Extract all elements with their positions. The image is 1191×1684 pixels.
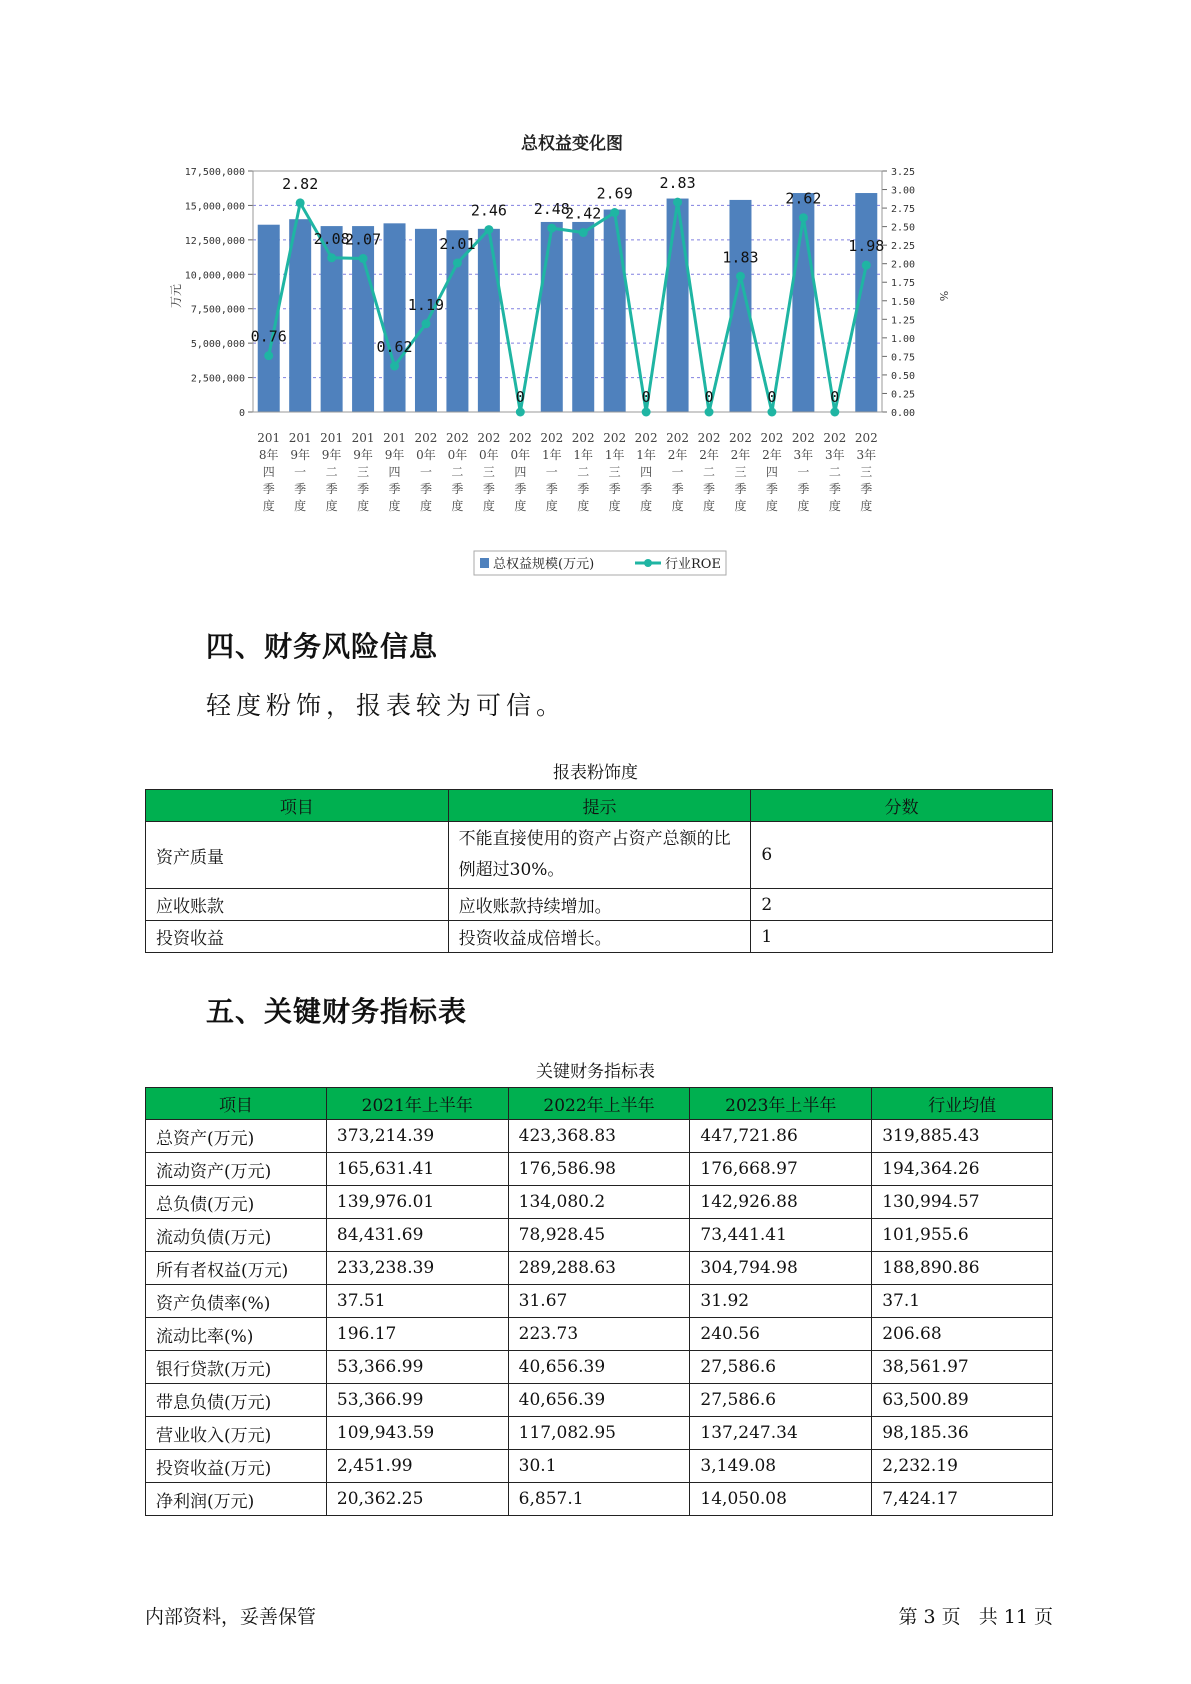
kpi-item: 净利润(万元): [146, 1483, 327, 1516]
roe-point: [767, 408, 776, 417]
kpi-item: 所有者权益(万元): [146, 1252, 327, 1285]
table-row: [146, 1219, 1053, 1252]
kpi-value-2022h1: 40,656.39: [508, 1384, 690, 1417]
kpi-value-2021h1: 53,366.99: [326, 1351, 508, 1384]
table-row: [146, 1120, 1053, 1153]
kpi-header-item: 项目: [146, 1088, 327, 1120]
table-row: [146, 1384, 1053, 1417]
risk-table-caption: 报表粉饰度: [553, 763, 638, 783]
kpi-item: 总资产(万元): [146, 1120, 327, 1153]
roe-point: [736, 272, 745, 281]
kpi-value-2021h1: 196.17: [326, 1318, 508, 1351]
kpi-value-2022h1: 176,586.98: [508, 1153, 690, 1186]
roe-point: [327, 253, 336, 262]
equity-bar: [446, 230, 468, 412]
x-tick-label: 202 1年一季度: [540, 431, 564, 513]
y-tick-label: 7,500,000: [190, 304, 245, 316]
roe-data-label: 0: [767, 388, 777, 406]
kpi-value-2023h1: 31.92: [690, 1285, 872, 1318]
kpi-value-2023h1: 27,586.6: [690, 1351, 872, 1384]
roe-data-label: 2.83: [659, 174, 696, 193]
chart-title: 总权益变化图: [521, 134, 623, 154]
risk-item: 投资收益: [146, 921, 449, 953]
y-tick-label: 10,000,000: [184, 270, 245, 282]
section5-heading: 五、关键财务指标表: [206, 995, 468, 1028]
roe-point: [390, 362, 399, 371]
x-tick-label: 202 0年四季度: [508, 431, 532, 513]
x-tick-label: 202 0年三季度: [477, 431, 501, 513]
equity-bar: [667, 199, 689, 412]
table-row: [146, 1351, 1053, 1384]
y-tick-label: 17,500,000: [184, 167, 245, 178]
risk-score: 6: [751, 822, 1053, 889]
kpi-value-2023h1: 176,668.97: [690, 1153, 872, 1186]
roe-data-label: 2.82: [282, 174, 319, 193]
kpi-value-2022h1: 423,368.83: [508, 1120, 690, 1153]
kpi-value-2021h1: 37.51: [326, 1285, 508, 1318]
x-tick-label: 202 1年二季度: [571, 431, 595, 513]
kpi-value-2021h1: 139,976.01: [326, 1186, 508, 1219]
equity-bar: [572, 222, 594, 412]
risk-hint: 投资收益成倍增长。: [448, 921, 751, 953]
kpi-value-2023h1: 142,926.88: [690, 1186, 872, 1219]
x-tick-label: 201 9年三季度: [351, 431, 375, 513]
roe-data-label: 0: [830, 388, 840, 406]
roe-data-label: 2.07: [345, 230, 382, 249]
y2-tick-label: 1.00: [891, 333, 916, 345]
equity-bar: [352, 226, 374, 412]
y2-tick-label: 2.00: [891, 259, 916, 271]
roe-data-label: 0: [704, 388, 714, 406]
y2-tick-label: 2.25: [891, 241, 916, 253]
kpi-value-2021h1: 109,943.59: [326, 1417, 508, 1450]
x-tick-label: 201 9年四季度: [383, 431, 406, 513]
risk-item: 应收账款: [146, 889, 449, 921]
kpi-value-2022h1: 78,928.45: [508, 1219, 690, 1252]
table-row: [146, 1252, 1053, 1285]
kpi-table-body: [146, 1120, 1053, 1516]
kpi-header-2021h1: 2021年上半年: [326, 1088, 508, 1120]
y2-tick-label: 0.75: [891, 352, 916, 364]
roe-point: [547, 224, 556, 233]
legend-bar-swatch: [480, 558, 489, 568]
kpi-value-industry-avg: 2,232.19: [872, 1450, 1053, 1483]
y-tick-label: 15,000,000: [184, 201, 245, 213]
x-tick-label: 202 2年一季度: [666, 431, 690, 513]
risk-hint: 不能直接使用的资产占资产总额的比例超过30%。: [448, 822, 751, 889]
risk-table: [145, 789, 1053, 953]
kpi-item: 带息负债(万元): [146, 1384, 327, 1417]
table-row: [146, 889, 1053, 921]
kpi-value-2023h1: 137,247.34: [690, 1417, 872, 1450]
risk-score: 2: [751, 889, 1053, 921]
kpi-value-2023h1: 14,050.08: [690, 1483, 872, 1516]
risk-header-hint: 提示: [448, 790, 751, 822]
footer-page-number: 第 3 页 共 11 页: [898, 1606, 1053, 1628]
equity-bar: [478, 229, 500, 412]
y2-tick-label: 0.25: [891, 389, 916, 401]
y2-tick-label: 1.25: [891, 315, 916, 327]
kpi-item: 营业收入(万元): [146, 1417, 327, 1450]
kpi-item: 流动负债(万元): [146, 1219, 327, 1252]
x-tick-label: 202 3年一季度: [791, 431, 815, 513]
kpi-item: 流动资产(万元): [146, 1153, 327, 1186]
kpi-value-industry-avg: 206.68: [872, 1318, 1053, 1351]
kpi-value-2022h1: 31.67: [508, 1285, 690, 1318]
legend-line-label: 行业ROE: [665, 557, 721, 572]
kpi-value-2022h1: 30.1: [508, 1450, 690, 1483]
roe-data-label: 2.01: [439, 234, 476, 253]
kpi-value-2022h1: 134,080.2: [508, 1186, 690, 1219]
roe-point: [610, 208, 619, 217]
kpi-value-industry-avg: 98,185.36: [872, 1417, 1053, 1450]
kpi-item: 流动比率(%): [146, 1318, 327, 1351]
legend-bar-label: 总权益规模(万元): [493, 557, 595, 572]
risk-hint: 应收账款持续增加。: [448, 889, 751, 921]
roe-point: [296, 198, 305, 207]
equity-bar: [289, 219, 311, 412]
y-axis-label: 万元: [169, 283, 183, 309]
equity-chart-svg: [160, 130, 1040, 600]
kpi-value-2023h1: 240.56: [690, 1318, 872, 1351]
kpi-header-industry-avg: 行业均值: [872, 1088, 1053, 1120]
roe-point: [453, 258, 462, 267]
kpi-value-2021h1: 2,451.99: [326, 1450, 508, 1483]
x-tick-label: 201 9年二季度: [320, 431, 344, 513]
kpi-value-2021h1: 373,214.39: [326, 1120, 508, 1153]
kpi-item: 资产负债率(%): [146, 1285, 327, 1318]
kpi-value-2021h1: 233,238.39: [326, 1252, 508, 1285]
table-row: [146, 822, 1053, 889]
kpi-value-2021h1: 20,362.25: [326, 1483, 508, 1516]
y2-tick-label: 2.75: [891, 204, 916, 216]
kpi-value-2022h1: 40,656.39: [508, 1351, 690, 1384]
kpi-item: 投资收益(万元): [146, 1450, 327, 1483]
roe-data-label: 1.98: [848, 237, 885, 256]
y2-tick-label: 0.00: [891, 408, 916, 419]
roe-point: [705, 408, 714, 417]
y2-tick-label: 0.50: [891, 370, 916, 382]
roe-point: [862, 261, 871, 270]
roe-point: [516, 408, 525, 417]
kpi-value-2022h1: 6,857.1: [508, 1483, 690, 1516]
kpi-value-2023h1: 73,441.41: [690, 1219, 872, 1252]
legend-line-marker: [644, 559, 652, 567]
y-tick-label: 12,500,000: [184, 235, 245, 247]
table-row: [146, 1417, 1053, 1450]
table-row: [146, 1318, 1053, 1351]
table-row: [146, 921, 1053, 953]
x-tick-label: 201 8年四季度: [257, 431, 281, 513]
risk-header-score: 分数: [751, 790, 1053, 822]
roe-data-label: 2.46: [470, 201, 507, 220]
equity-bar: [604, 210, 626, 412]
section4-heading: 四、财务风险信息: [206, 630, 439, 663]
kpi-value-2023h1: 27,586.6: [690, 1384, 872, 1417]
roe-data-label: 0.76: [250, 327, 287, 346]
roe-data-label: 2.42: [565, 204, 602, 223]
footer-confidential: 内部资料，妥善保管: [145, 1606, 317, 1628]
kpi-table-caption: 关键财务指标表: [536, 1062, 655, 1082]
kpi-value-industry-avg: 130,994.57: [872, 1186, 1053, 1219]
kpi-value-industry-avg: 194,364.26: [872, 1153, 1053, 1186]
risk-header-item: 项目: [146, 790, 449, 822]
roe-data-label: 1.19: [407, 295, 445, 314]
roe-point: [579, 228, 588, 237]
kpi-item: 总负债(万元): [146, 1186, 327, 1219]
kpi-value-2023h1: 304,794.98: [690, 1252, 872, 1285]
kpi-value-industry-avg: 7,424.17: [872, 1483, 1053, 1516]
x-tick-label: 202 0年一季度: [414, 431, 438, 513]
y2-tick-label: 1.75: [891, 278, 916, 290]
roe-point: [359, 254, 368, 263]
y2-tick-label: 2.50: [891, 222, 916, 234]
roe-point: [673, 198, 682, 207]
kpi-value-industry-avg: 101,955.6: [872, 1219, 1053, 1252]
roe-point: [484, 225, 493, 234]
y-tick-label: 0: [238, 408, 245, 419]
x-tick-label: 201 9年一季度: [288, 431, 312, 513]
roe-point: [830, 408, 839, 417]
x-tick-label: 202 2年二季度: [697, 431, 721, 513]
kpi-value-industry-avg: 37.1: [872, 1285, 1053, 1318]
kpi-value-2021h1: 53,366.99: [326, 1384, 508, 1417]
x-tick-label: 202 2年三季度: [729, 431, 752, 513]
risk-score: 1: [751, 921, 1053, 953]
x-tick-label: 202 1年四季度: [634, 431, 658, 513]
roe-data-label: 2.08: [313, 229, 350, 248]
table-row: [146, 1483, 1053, 1516]
kpi-header-2022h1: 2022年上半年: [508, 1088, 690, 1120]
roe-data-label: 1.83: [722, 248, 759, 267]
roe-data-label: 0.62: [376, 338, 413, 357]
risk-item: 资产质量: [146, 822, 449, 889]
equity-chart: [160, 130, 1040, 600]
y-tick-label: 5,000,000: [190, 339, 245, 351]
kpi-value-2023h1: 447,721.86: [690, 1120, 872, 1153]
y-tick-label: 2,500,000: [190, 373, 245, 385]
kpi-value-2022h1: 223.73: [508, 1318, 690, 1351]
y2-axis-label: %: [937, 290, 950, 302]
table-row: [146, 1285, 1053, 1318]
roe-data-label: 2.69: [596, 184, 633, 203]
kpi-table-header-row: [146, 1088, 1053, 1120]
roe-data-label: 0: [515, 388, 525, 406]
y2-tick-label: 3.25: [891, 167, 916, 178]
x-tick-label: 202 2年四季度: [760, 431, 784, 513]
kpi-table: [145, 1087, 1053, 1516]
risk-table-header-row: [146, 790, 1053, 822]
risk-summary: 轻度粉饰，报表较为可信。: [206, 691, 567, 720]
kpi-value-2022h1: 117,082.95: [508, 1417, 690, 1450]
kpi-header-2023h1: 2023年上半年: [690, 1088, 872, 1120]
roe-data-label: 2.48: [533, 200, 570, 219]
roe-point: [642, 408, 651, 417]
x-tick-label: 202 3年三季度: [854, 431, 878, 513]
y2-tick-label: 3.00: [891, 185, 916, 197]
kpi-value-2021h1: 84,431.69: [326, 1219, 508, 1252]
kpi-item: 银行贷款(万元): [146, 1351, 327, 1384]
table-row: [146, 1153, 1053, 1186]
roe-point: [799, 213, 808, 222]
x-tick-label: 202 0年二季度: [445, 431, 469, 513]
y2-tick-label: 1.50: [891, 296, 916, 308]
equity-bar: [541, 222, 563, 412]
roe-data-label: 2.62: [785, 189, 822, 208]
kpi-value-2022h1: 289,288.63: [508, 1252, 690, 1285]
kpi-value-industry-avg: 319,885.43: [872, 1120, 1053, 1153]
kpi-value-2021h1: 165,631.41: [326, 1153, 508, 1186]
kpi-value-2023h1: 3,149.08: [690, 1450, 872, 1483]
kpi-value-industry-avg: 63,500.89: [872, 1384, 1053, 1417]
table-row: [146, 1450, 1053, 1483]
roe-data-label: 0: [641, 388, 651, 406]
x-tick-label: 202 3年二季度: [823, 431, 847, 513]
roe-point: [421, 319, 430, 328]
roe-point: [264, 351, 273, 360]
equity-bar: [384, 223, 406, 412]
x-tick-label: 202 1年三季度: [603, 431, 627, 513]
kpi-value-industry-avg: 38,561.97: [872, 1351, 1053, 1384]
kpi-value-industry-avg: 188,890.86: [872, 1252, 1053, 1285]
table-row: [146, 1186, 1053, 1219]
